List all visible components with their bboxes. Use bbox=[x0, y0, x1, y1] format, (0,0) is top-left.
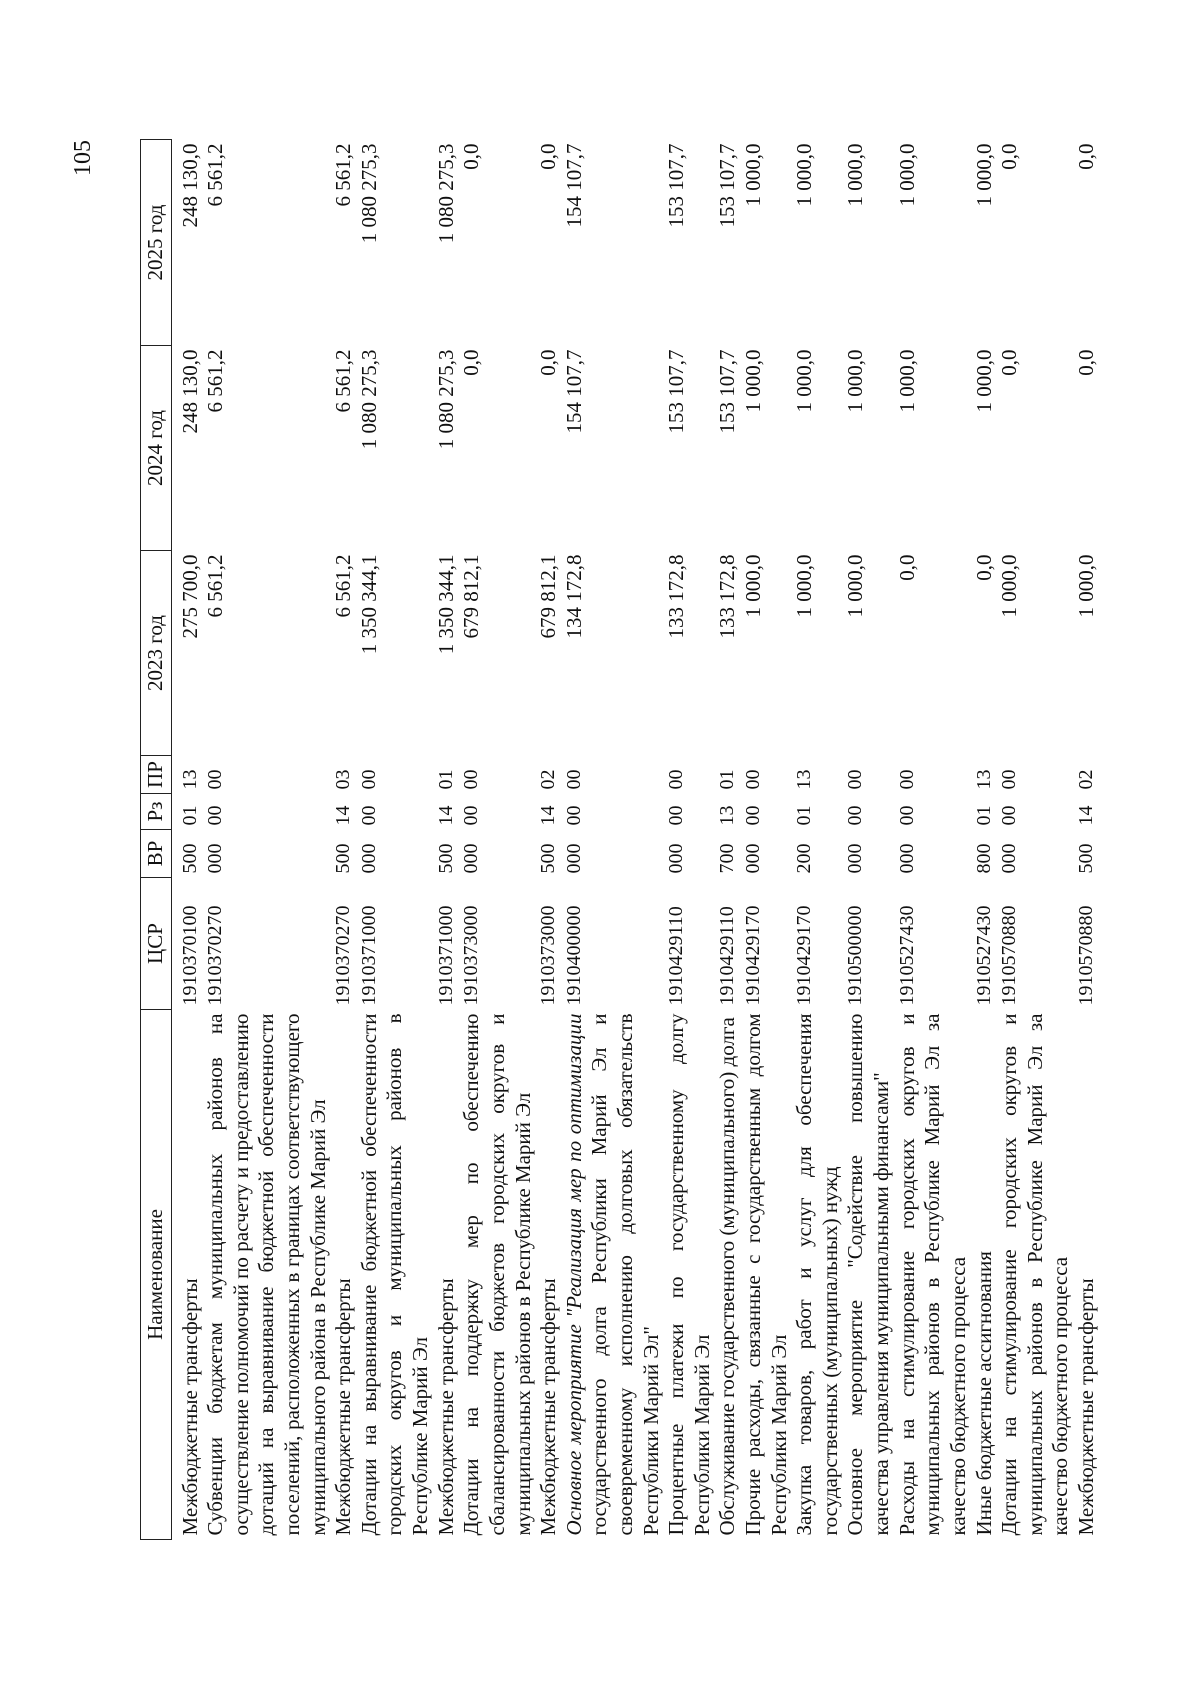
row-pr: 00 bbox=[844, 769, 867, 790]
row-vr: 700 bbox=[716, 843, 739, 874]
table-row bbox=[664, 140, 715, 1540]
row-csr: 1910373000 bbox=[460, 905, 483, 1006]
row-y2023: 679 812,1 bbox=[459, 554, 484, 639]
row-pr: 00 bbox=[742, 769, 765, 790]
row-pr: 00 bbox=[460, 769, 483, 790]
row-rz: 14 bbox=[332, 805, 355, 826]
row-y2023: 679 812,1 bbox=[536, 554, 561, 639]
row-rz: 14 bbox=[434, 805, 457, 826]
row-y2025: 153 107,7 bbox=[664, 143, 689, 228]
row-name-text: Прочие расходы, связанные с государственным долгом Республики Марий Эл bbox=[741, 1013, 791, 1536]
row-y2023: 1 350 344,1 bbox=[356, 554, 381, 655]
table-row bbox=[741, 140, 792, 1540]
row-name-text: Основное мероприятие "Содействие повышению качества управления муниципальными финансами" bbox=[843, 1013, 894, 1536]
row-name bbox=[203, 1010, 331, 1540]
row-vr: 500 bbox=[537, 843, 560, 874]
row-name-text: Дотации на поддержку мер по обеспечению сбалансированности бюджетов городских округов и муниципальных районов в Республике Марий Эл bbox=[459, 1013, 535, 1536]
row-pr: 00 bbox=[204, 769, 227, 790]
row-y2024: 1 000,0 bbox=[741, 349, 766, 413]
row-name bbox=[664, 1010, 715, 1540]
header-name: Наименование bbox=[141, 1010, 172, 1540]
row-name bbox=[357, 1010, 434, 1540]
row-csr: 1910373000 bbox=[537, 905, 560, 1006]
row-name-text: Межбюджетные трансферты bbox=[536, 1278, 561, 1536]
row-rz: 01 bbox=[178, 805, 201, 826]
table-row bbox=[1074, 140, 1100, 1540]
row-csr: 1910371000 bbox=[357, 905, 380, 1006]
row-name-text: Дотации на стимулирование городских округов и муниципальных районов в Республике Марий Эл за качество бюджетного процесса bbox=[997, 1013, 1073, 1536]
row-y2023: 1 000,0 bbox=[997, 554, 1022, 618]
table-row bbox=[562, 140, 664, 1540]
page-number: 105 bbox=[70, 140, 96, 176]
header-pr: ПР bbox=[141, 756, 172, 794]
table-body bbox=[171, 140, 1099, 1540]
row-rz: 00 bbox=[357, 805, 380, 826]
row-y2025: 0,0 bbox=[1073, 143, 1098, 170]
row-rz: 00 bbox=[998, 805, 1021, 826]
row-csr: 1910370270 bbox=[332, 905, 355, 1006]
row-rz: 01 bbox=[793, 805, 816, 826]
row-csr: 1910429170 bbox=[742, 905, 765, 1006]
row-vr: 000 bbox=[895, 843, 918, 874]
row-y2025: 1 080 275,3 bbox=[433, 143, 458, 244]
row-name bbox=[792, 1010, 843, 1540]
row-y2025: 154 107,7 bbox=[561, 143, 586, 228]
row-pr: 00 bbox=[895, 769, 918, 790]
row-vr: 500 bbox=[434, 843, 457, 874]
row-y2024: 154 107,7 bbox=[561, 349, 586, 434]
row-name bbox=[715, 1010, 741, 1540]
table-row bbox=[792, 140, 843, 1540]
row-y2024: 153 107,7 bbox=[664, 349, 689, 434]
row-y2023: 0,0 bbox=[971, 554, 996, 581]
row-rz: 13 bbox=[716, 805, 739, 826]
row-rz: 00 bbox=[844, 805, 867, 826]
row-y2024: 0,0 bbox=[1073, 349, 1098, 376]
header-2025: 2025 год bbox=[141, 140, 172, 346]
row-y2023: 133 172,8 bbox=[715, 554, 740, 639]
table-row bbox=[895, 140, 972, 1540]
row-csr: 1910570880 bbox=[1074, 905, 1097, 1006]
row-rz: 00 bbox=[460, 805, 483, 826]
table-row bbox=[459, 140, 536, 1540]
row-vr: 000 bbox=[357, 843, 380, 874]
row-name bbox=[459, 1010, 536, 1540]
row-name-text: Субвенции бюджетам муниципальных районов на осуществление полномочий по расчету и предоставлению дотаций на выравнивание бюджетной обеспеченности поселений, расположенных в границах соответствующего муниципального района в Республике Марий Эл bbox=[203, 1013, 330, 1536]
row-csr: 1910500000 bbox=[844, 905, 867, 1006]
row-name bbox=[331, 1010, 357, 1540]
row-name-italic: Основное мероприятие "Реализация мер по оптимизации bbox=[561, 1013, 586, 1536]
row-name-text: Расходы на стимулирование городских округов и муниципальных районов в Республике Марий Эл за качество бюджетного процесса bbox=[894, 1013, 970, 1536]
header-vr: ВР bbox=[141, 830, 172, 878]
row-rz: 00 bbox=[742, 805, 765, 826]
row-pr: 00 bbox=[665, 769, 688, 790]
row-name-text: Иные бюджетные ассигнования bbox=[971, 1251, 996, 1536]
row-csr: 1910429170 bbox=[793, 905, 816, 1006]
row-vr: 500 bbox=[1074, 843, 1097, 874]
row-name-text: государственного долга Республики Марий Эл и своевременному исполнению долговых обязательств Республики Марий Эл" bbox=[587, 1013, 663, 1536]
row-name-text: Межбюджетные трансферты bbox=[1073, 1278, 1098, 1536]
row-csr: 1910429110 bbox=[665, 906, 688, 1006]
row-y2024: 6 561,2 bbox=[331, 349, 356, 413]
row-y2024: 1 000,0 bbox=[894, 349, 919, 413]
row-y2024: 1 080 275,3 bbox=[356, 349, 381, 450]
row-name bbox=[434, 1010, 460, 1540]
row-pr: 13 bbox=[793, 769, 816, 790]
row-pr: 00 bbox=[562, 769, 585, 790]
row-rz: 00 bbox=[562, 805, 585, 826]
row-name bbox=[972, 1010, 998, 1540]
row-csr: 1910429110 bbox=[716, 906, 739, 1006]
row-name-text: Обслуживание государственного (муниципального) долга bbox=[715, 1017, 740, 1536]
row-pr: 13 bbox=[972, 769, 995, 790]
table-row bbox=[434, 140, 460, 1540]
row-csr: 1910371000 bbox=[434, 905, 457, 1006]
row-vr: 000 bbox=[562, 843, 585, 874]
row-csr: 1910527430 bbox=[972, 905, 995, 1006]
row-csr: 1910370100 bbox=[178, 905, 201, 1006]
row-name bbox=[843, 1010, 894, 1540]
row-y2025: 1 000,0 bbox=[741, 143, 766, 207]
row-rz: 01 bbox=[972, 805, 995, 826]
row-vr: 500 bbox=[178, 843, 201, 874]
row-y2023: 1 000,0 bbox=[741, 554, 766, 618]
rotated-page bbox=[70, 140, 1098, 1540]
row-vr: 000 bbox=[204, 843, 227, 874]
row-y2025: 1 000,0 bbox=[843, 143, 868, 207]
row-pr: 01 bbox=[716, 769, 739, 790]
row-rz: 00 bbox=[665, 805, 688, 826]
table-row bbox=[536, 140, 562, 1540]
row-pr: 00 bbox=[998, 769, 1021, 790]
row-name bbox=[1074, 1010, 1100, 1540]
row-y2024: 1 000,0 bbox=[971, 349, 996, 413]
table-row bbox=[171, 140, 203, 1540]
row-y2023: 275 700,0 bbox=[177, 554, 202, 639]
row-y2025: 6 561,2 bbox=[331, 143, 356, 207]
table-row bbox=[843, 140, 894, 1540]
row-csr: 1910570880 bbox=[998, 905, 1021, 1006]
row-vr: 000 bbox=[460, 843, 483, 874]
row-vr: 000 bbox=[742, 843, 765, 874]
row-rz: 14 bbox=[537, 805, 560, 826]
header-2023: 2023 год bbox=[141, 551, 172, 756]
table-row bbox=[715, 140, 741, 1540]
row-name bbox=[895, 1010, 972, 1540]
row-csr: 1910370270 bbox=[204, 905, 227, 1006]
row-name-text: Межбюджетные трансферты bbox=[331, 1278, 356, 1536]
row-y2023: 6 561,2 bbox=[331, 554, 356, 618]
row-name bbox=[171, 1010, 203, 1540]
row-y2025: 6 561,2 bbox=[203, 143, 228, 207]
row-rz: 00 bbox=[204, 805, 227, 826]
row-pr: 02 bbox=[1074, 769, 1097, 790]
row-name bbox=[536, 1010, 562, 1540]
row-y2024: 1 000,0 bbox=[843, 349, 868, 413]
row-y2023: 1 000,0 bbox=[843, 554, 868, 618]
row-vr: 500 bbox=[332, 843, 355, 874]
row-rz: 00 bbox=[895, 805, 918, 826]
row-y2025: 0,0 bbox=[536, 143, 561, 170]
table-row bbox=[203, 140, 331, 1540]
row-pr: 03 bbox=[332, 769, 355, 790]
row-rz: 14 bbox=[1074, 805, 1097, 826]
row-name bbox=[997, 1010, 1074, 1540]
row-y2024: 0,0 bbox=[997, 349, 1022, 376]
table-row bbox=[972, 140, 998, 1540]
row-y2024: 1 080 275,3 bbox=[433, 349, 458, 450]
row-y2023: 1 000,0 bbox=[792, 554, 817, 618]
row-name bbox=[741, 1010, 792, 1540]
row-vr: 000 bbox=[998, 843, 1021, 874]
row-name-text: Дотации на выравнивание бюджетной обеспеченности городских округов и муниципальных районов в Республике Марий Эл bbox=[356, 1013, 433, 1536]
row-name-text: Процентные платежи по государственному долгу Республики Марий Эл bbox=[664, 1013, 714, 1536]
row-y2025: 0,0 bbox=[997, 143, 1022, 170]
row-y2025: 153 107,7 bbox=[715, 143, 740, 228]
row-y2025: 1 080 275,3 bbox=[356, 143, 381, 244]
row-y2024: 1 000,0 bbox=[792, 349, 817, 413]
table-header-row bbox=[141, 140, 172, 1540]
row-csr: 1910400000 bbox=[562, 905, 585, 1006]
row-y2024: 0,0 bbox=[536, 349, 561, 376]
row-pr: 00 bbox=[357, 769, 380, 790]
row-y2023: 1 350 344,1 bbox=[433, 554, 458, 655]
row-name-text: Закупка товаров, работ и услуг для обеспечения государственных (муниципальных) нужд bbox=[792, 1013, 842, 1536]
row-name-text: Межбюджетные трансферты bbox=[177, 1278, 202, 1536]
row-y2024: 0,0 bbox=[459, 349, 484, 376]
header-2024: 2024 год bbox=[141, 346, 172, 551]
row-csr: 1910527430 bbox=[895, 905, 918, 1006]
row-pr: 02 bbox=[537, 769, 560, 790]
row-y2024: 248 130,0 bbox=[177, 349, 202, 434]
row-y2025: 248 130,0 bbox=[177, 143, 202, 228]
row-vr: 000 bbox=[844, 843, 867, 874]
table-row bbox=[357, 140, 434, 1540]
row-y2024: 6 561,2 bbox=[203, 349, 228, 413]
table-row bbox=[331, 140, 357, 1540]
row-y2023: 0,0 bbox=[894, 554, 919, 581]
header-csr: ЦСР bbox=[141, 878, 172, 1010]
row-y2023: 1 000,0 bbox=[1073, 554, 1098, 618]
row-vr: 800 bbox=[972, 843, 995, 874]
row-y2025: 1 000,0 bbox=[894, 143, 919, 207]
row-pr: 13 bbox=[178, 769, 201, 790]
row-pr: 01 bbox=[434, 769, 457, 790]
table-row bbox=[997, 140, 1074, 1540]
row-y2025: 0,0 bbox=[459, 143, 484, 170]
row-vr: 200 bbox=[793, 843, 816, 874]
row-vr: 000 bbox=[665, 843, 688, 874]
row-y2025: 1 000,0 bbox=[971, 143, 996, 207]
row-y2023: 6 561,2 bbox=[203, 554, 228, 618]
row-y2023: 133 172,8 bbox=[664, 554, 689, 639]
header-rz: Рз bbox=[141, 794, 172, 830]
row-name-text: Межбюджетные трансферты bbox=[433, 1278, 458, 1536]
row-y2024: 153 107,7 bbox=[715, 349, 740, 434]
row-y2023: 134 172,8 bbox=[561, 554, 586, 639]
row-name bbox=[562, 1010, 664, 1540]
row-y2025: 1 000,0 bbox=[792, 143, 817, 207]
budget-table bbox=[140, 139, 1100, 1540]
